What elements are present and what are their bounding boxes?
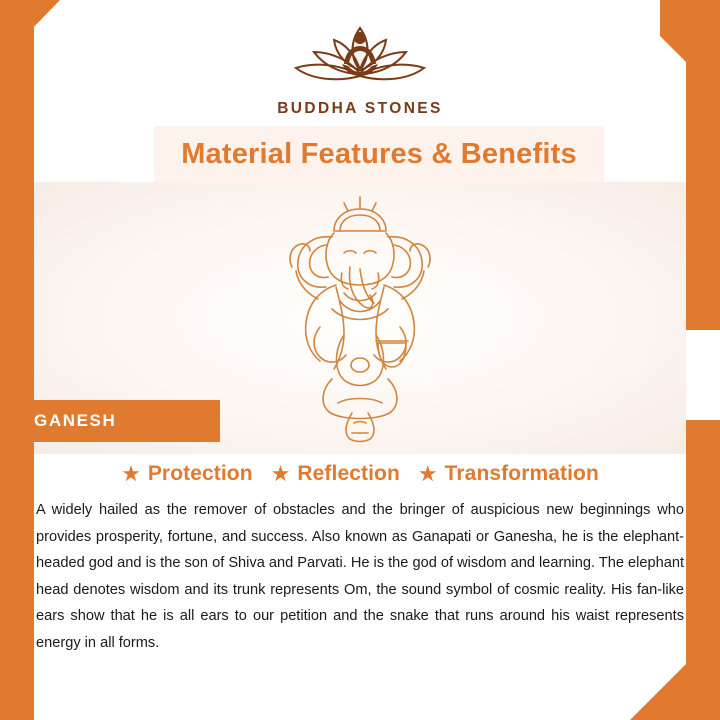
title-band — [154, 126, 604, 182]
benefit-item — [418, 462, 599, 486]
benefit-label: Protection — [147, 462, 253, 485]
star-icon: ★ — [417, 461, 438, 486]
benefit-label: Reflection — [297, 462, 400, 485]
page-title: Material Features & Benefits — [181, 137, 577, 170]
poster-content — [34, 0, 686, 720]
brand-block — [34, 18, 686, 118]
star-icon: ★ — [121, 461, 141, 486]
star-icon: ★ — [270, 461, 291, 486]
lotus-meditation-icon — [34, 18, 686, 94]
frame-bottom-left-bar — [0, 460, 34, 720]
benefit-item — [271, 462, 400, 486]
ribbon-label: GANESH — [34, 411, 117, 430]
ganesh-ribbon — [0, 400, 220, 442]
benefits-row — [34, 462, 686, 486]
benefit-label: Transformation — [444, 462, 599, 485]
description-paragraph: A widely hailed as the remover of obstacles and the bringer of auspicious new beginnings who provides prosperity, fortune, and success. Also known as Ganapati or Ganesha, he is the elephant-headed god and is the son of Shiva and Parvati. He is the god of wisdom and learning. The elephant head denotes wisdom and its trunk represents Om, the sound symbol of cosmic reality. His fan-like ears show that he is all ears to our petition and the snake that runs around his waist represents energy in all forms. — [36, 502, 684, 651]
brand-name: BUDDHA STONES — [277, 100, 443, 117]
benefit-item — [121, 462, 253, 486]
